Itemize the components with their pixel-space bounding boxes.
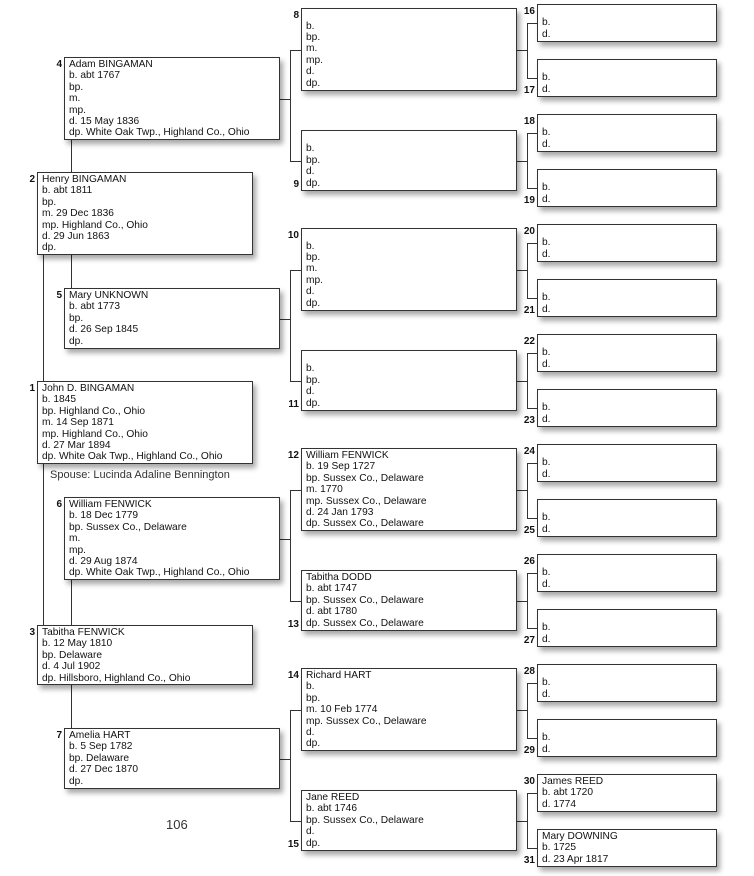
ahnentafel-number: 30 <box>523 776 535 787</box>
connector-24-25 <box>527 463 528 518</box>
person-detail: dp. Sussex Co., Delaware <box>306 518 424 530</box>
person-name: Jane REED <box>306 792 360 803</box>
person-box-7[interactable] <box>64 728 280 789</box>
person-detail: b. <box>542 732 551 744</box>
person-detail: b. 1845 <box>42 394 76 406</box>
connector-to-22 <box>527 353 537 354</box>
person-detail: m. 14 Sep 1871 <box>42 417 114 429</box>
person-box-30[interactable] <box>537 774 717 812</box>
connector-to-29 <box>527 738 537 739</box>
person-box-11[interactable] <box>301 350 517 411</box>
connector-to-21 <box>527 298 537 299</box>
person-detail: d. <box>542 28 551 40</box>
person-box-20[interactable] <box>537 224 717 262</box>
person-detail: b. <box>542 72 551 84</box>
connector-to-23 <box>527 408 537 409</box>
ahnentafel-number: 20 <box>523 226 535 237</box>
person-detail: bp. <box>306 374 321 386</box>
ahnentafel-number: 8 <box>293 10 299 21</box>
ahnentafel-number: 25 <box>523 525 535 536</box>
connector-14-15 <box>290 710 291 821</box>
person-detail: mp. <box>306 54 323 66</box>
connector-18-19 <box>527 133 528 188</box>
ahnentafel-number: 23 <box>523 415 535 426</box>
person-detail: b. 19 Sep 1727 <box>306 461 376 473</box>
person-detail: b. 18 Dec 1779 <box>69 510 139 522</box>
person-detail: d. <box>542 358 551 370</box>
connector-30-31 <box>527 793 528 848</box>
person-detail: d. <box>542 413 551 425</box>
person-detail: b. abt 1720 <box>542 787 593 799</box>
person-detail: d. <box>542 83 551 95</box>
ahnentafel-number: 4 <box>56 59 62 70</box>
person-detail: b. <box>542 17 551 29</box>
person-detail: d. <box>306 286 315 298</box>
person-detail: d. <box>542 578 551 590</box>
person-detail: d. <box>542 303 551 315</box>
person-box-1[interactable] <box>37 381 253 464</box>
person-detail: bp. Delaware <box>42 649 103 661</box>
person-name: John D. BINGAMAN <box>42 383 135 394</box>
ahnentafel-number: 17 <box>523 85 535 96</box>
person-detail: b. abt 1767 <box>69 70 120 82</box>
person-name: Richard HART <box>306 670 372 681</box>
person-box-2[interactable] <box>37 172 253 255</box>
ahnentafel-number: 7 <box>56 730 62 741</box>
connector-to-27 <box>527 628 537 629</box>
connector-to-31 <box>527 848 537 849</box>
person-detail: d. 29 Jun 1863 <box>42 231 110 243</box>
person-detail: m. <box>69 93 81 105</box>
person-detail: m. <box>69 533 81 545</box>
connector-to-20 <box>527 243 537 244</box>
connector-28-29 <box>527 683 528 738</box>
ahnentafel-number: 9 <box>293 179 299 190</box>
person-detail: b. <box>306 143 315 155</box>
person-box-23[interactable] <box>537 389 717 427</box>
ahnentafel-number: 22 <box>523 336 535 347</box>
person-box-12[interactable] <box>301 448 517 531</box>
person-detail: d. <box>542 138 551 150</box>
person-detail: d. 27 Dec 1870 <box>69 764 139 776</box>
person-detail: d. <box>306 826 315 838</box>
person-detail: d. <box>542 523 551 535</box>
person-name: Tabitha DODD <box>306 572 372 583</box>
ahnentafel-number: 2 <box>29 174 35 185</box>
connector-to-12 <box>290 490 301 491</box>
ahnentafel-number: 26 <box>523 556 535 567</box>
person-box-21[interactable] <box>537 279 717 317</box>
ahnentafel-number: 29 <box>523 745 535 756</box>
connector-to-25 <box>527 518 537 519</box>
ahnentafel-number: 16 <box>523 6 535 17</box>
ahnentafel-number: 1 <box>29 383 35 394</box>
connector-20-21 <box>527 243 528 298</box>
person-detail: d. 29 Aug 1874 <box>69 556 138 568</box>
person-detail: bp. <box>306 154 321 166</box>
person-detail: dp. <box>306 77 321 89</box>
person-detail: d. 4 Jul 1902 <box>42 661 101 673</box>
connector-26-27 <box>527 573 528 628</box>
person-detail: bp. Delaware <box>69 752 130 764</box>
person-detail: dp. <box>42 242 57 254</box>
person-detail: b. <box>306 681 315 693</box>
person-detail: bp. <box>306 692 321 704</box>
connector-to-10 <box>290 270 301 271</box>
person-detail: bp. <box>306 251 321 263</box>
ahnentafel-number: 11 <box>288 399 299 410</box>
person-detail: b. <box>306 240 315 252</box>
person-box-10[interactable] <box>301 228 517 311</box>
person-detail: dp. Hillsboro, Highland Co., Ohio <box>42 672 191 684</box>
person-name: William FENWICK <box>306 450 389 461</box>
person-detail: mp. <box>69 104 86 116</box>
person-box-15[interactable] <box>301 790 517 851</box>
person-box-3[interactable] <box>37 625 253 685</box>
ahnentafel-number: 14 <box>287 670 299 681</box>
person-box-18[interactable] <box>537 114 717 152</box>
person-detail: b. <box>542 567 551 579</box>
spouse-label: Spouse: Lucinda Adaline Bennington <box>50 469 230 481</box>
person-box-19[interactable] <box>537 169 717 207</box>
person-detail: bp. Sussex Co., Delaware <box>69 521 187 533</box>
person-detail: bp. <box>69 312 84 324</box>
person-name: Mary DOWNING <box>542 831 618 842</box>
person-detail: b. <box>542 512 551 524</box>
person-detail: d. abt 1780 <box>306 606 357 618</box>
connector-to-9 <box>290 161 301 162</box>
ahnentafel-number: 28 <box>523 666 535 677</box>
ahnentafel-number: 21 <box>523 305 535 316</box>
person-detail: b. abt 1773 <box>69 301 120 313</box>
ahnentafel-number: 12 <box>287 450 299 461</box>
person-box-8[interactable] <box>301 8 517 91</box>
person-detail: dp. White Oak Twp., Highland Co., Ohio <box>42 451 223 463</box>
ahnentafel-number: 19 <box>523 195 535 206</box>
person-detail: bp. <box>69 81 84 93</box>
person-detail: b. <box>542 622 551 634</box>
person-detail: d. 27 Mar 1894 <box>42 440 111 452</box>
person-box-9[interactable] <box>301 130 517 191</box>
person-detail: d. <box>542 468 551 480</box>
ahnentafel-number: 3 <box>29 627 35 638</box>
person-detail: d. 26 Sep 1845 <box>69 324 139 336</box>
person-detail: mp. Highland Co., Ohio <box>42 219 148 231</box>
person-detail: m. 1770 <box>306 484 343 496</box>
connector-16-17 <box>527 23 528 78</box>
person-detail: bp. <box>306 31 321 43</box>
connector-to-28 <box>527 683 537 684</box>
person-box-14[interactable] <box>301 668 517 751</box>
person-name: William FENWICK <box>69 499 152 510</box>
connector-to-24 <box>527 463 537 464</box>
person-name: Amelia HART <box>69 730 131 741</box>
person-detail: b. <box>306 363 315 375</box>
person-detail: d. 24 Jan 1793 <box>306 507 374 519</box>
person-name: Mary UNKNOWN <box>69 290 149 301</box>
person-detail: dp. <box>306 837 321 849</box>
person-box-27[interactable] <box>537 609 717 647</box>
person-box-17[interactable] <box>537 59 717 97</box>
person-detail: m. 10 Feb 1774 <box>306 704 378 716</box>
person-detail: bp. <box>42 196 57 208</box>
person-box-29[interactable] <box>537 719 717 757</box>
person-name: James REED <box>542 776 604 787</box>
connector-to-13 <box>290 601 301 602</box>
connector-to-19 <box>527 188 537 189</box>
ahnentafel-number: 24 <box>523 446 535 457</box>
person-detail: dp. White Oak Twp., Highland Co., Ohio <box>69 567 250 579</box>
person-detail: d. 15 May 1836 <box>69 116 140 128</box>
person-detail: d. <box>306 66 315 78</box>
person-detail: dp. <box>306 738 321 750</box>
person-name: Tabitha FENWICK <box>42 627 125 638</box>
person-detail: dp. Sussex Co., Delaware <box>306 617 424 629</box>
person-name: Henry BINGAMAN <box>42 174 127 185</box>
person-detail: d. <box>542 193 551 205</box>
person-detail: b. <box>542 347 551 359</box>
ahnentafel-number: 18 <box>523 116 535 127</box>
person-detail: b. <box>542 127 551 139</box>
person-detail: dp. White Oak Twp., Highland Co., Ohio <box>69 127 250 139</box>
person-detail: d. 23 Apr 1817 <box>542 853 609 865</box>
person-detail: b. <box>542 457 551 469</box>
connector-12-13 <box>290 490 291 601</box>
person-detail: d. 1774 <box>542 798 576 810</box>
person-detail: dp. <box>306 177 321 189</box>
person-detail: b. <box>542 292 551 304</box>
person-detail: d. <box>542 688 551 700</box>
ahnentafel-number: 13 <box>287 619 299 630</box>
ahnentafel-number: 5 <box>56 290 62 301</box>
person-detail: bp. Sussex Co., Delaware <box>306 814 424 826</box>
person-detail: d. <box>542 248 551 260</box>
person-detail: b. abt 1746 <box>306 803 357 815</box>
connector-to-16 <box>527 23 537 24</box>
person-name: Adam BINGAMAN <box>69 59 153 70</box>
person-detail: m. <box>306 263 318 275</box>
person-detail: bp. Sussex Co., Delaware <box>306 594 424 606</box>
person-detail: b. abt 1747 <box>306 583 357 595</box>
person-box-4[interactable] <box>64 57 280 140</box>
connector-to-14 <box>290 710 301 711</box>
page-number: 106 <box>166 817 188 832</box>
connector-to-8 <box>290 50 301 51</box>
person-detail: bp. Highland Co., Ohio <box>42 405 146 417</box>
connector-to-11 <box>290 381 301 382</box>
person-detail: d. <box>306 166 315 178</box>
person-detail: d. <box>306 386 315 398</box>
person-detail: mp. Highland Co., Ohio <box>42 428 148 440</box>
person-box-22[interactable] <box>537 334 717 372</box>
ahnentafel-number: 27 <box>523 635 535 646</box>
person-box-25[interactable] <box>537 499 717 537</box>
ahnentafel-number: 31 <box>523 855 535 866</box>
person-box-16[interactable] <box>537 4 717 42</box>
person-detail: b. 5 Sep 1782 <box>69 741 133 753</box>
person-detail: dp. <box>69 775 84 787</box>
person-box-26[interactable] <box>537 554 717 592</box>
person-detail: b. <box>542 237 551 249</box>
connector-to-18 <box>527 133 537 134</box>
connector-8-9 <box>290 50 291 161</box>
ahnentafel-number: 15 <box>287 839 299 850</box>
person-detail: mp. <box>69 544 86 556</box>
person-detail: b. <box>306 20 315 32</box>
person-detail: dp. <box>306 397 321 409</box>
ahnentafel-number: 10 <box>287 230 299 241</box>
person-box-13[interactable] <box>301 570 517 631</box>
person-detail: dp. <box>306 297 321 309</box>
ahnentafel-number: 6 <box>56 499 62 510</box>
person-detail: mp. Sussex Co., Delaware <box>306 495 427 507</box>
person-detail: b. <box>542 402 551 414</box>
person-box-6[interactable] <box>64 497 280 580</box>
person-box-28[interactable] <box>537 664 717 702</box>
person-detail: d. <box>306 727 315 739</box>
connector-to-26 <box>527 573 537 574</box>
person-detail: m. 29 Dec 1836 <box>42 208 114 220</box>
person-detail: m. <box>306 43 318 55</box>
person-detail: bp. Sussex Co., Delaware <box>306 472 424 484</box>
connector-22-23 <box>527 353 528 408</box>
person-detail: b. 12 May 1810 <box>42 638 113 650</box>
person-detail: b. <box>542 182 551 194</box>
person-box-24[interactable] <box>537 444 717 482</box>
person-detail: b. abt 1811 <box>42 185 93 197</box>
person-detail: d. <box>542 633 551 645</box>
connector-to-30 <box>527 793 537 794</box>
person-box-5[interactable] <box>64 288 280 349</box>
person-detail: mp. <box>306 274 323 286</box>
connector-to-15 <box>290 821 301 822</box>
connector-10-11 <box>290 270 291 381</box>
person-box-31[interactable] <box>537 829 717 867</box>
person-detail: d. <box>542 743 551 755</box>
person-detail: mp. Sussex Co., Delaware <box>306 715 427 727</box>
person-detail: dp. <box>69 335 84 347</box>
person-detail: b. <box>542 677 551 689</box>
connector-to-17 <box>527 78 537 79</box>
person-detail: b. 1725 <box>542 842 576 854</box>
